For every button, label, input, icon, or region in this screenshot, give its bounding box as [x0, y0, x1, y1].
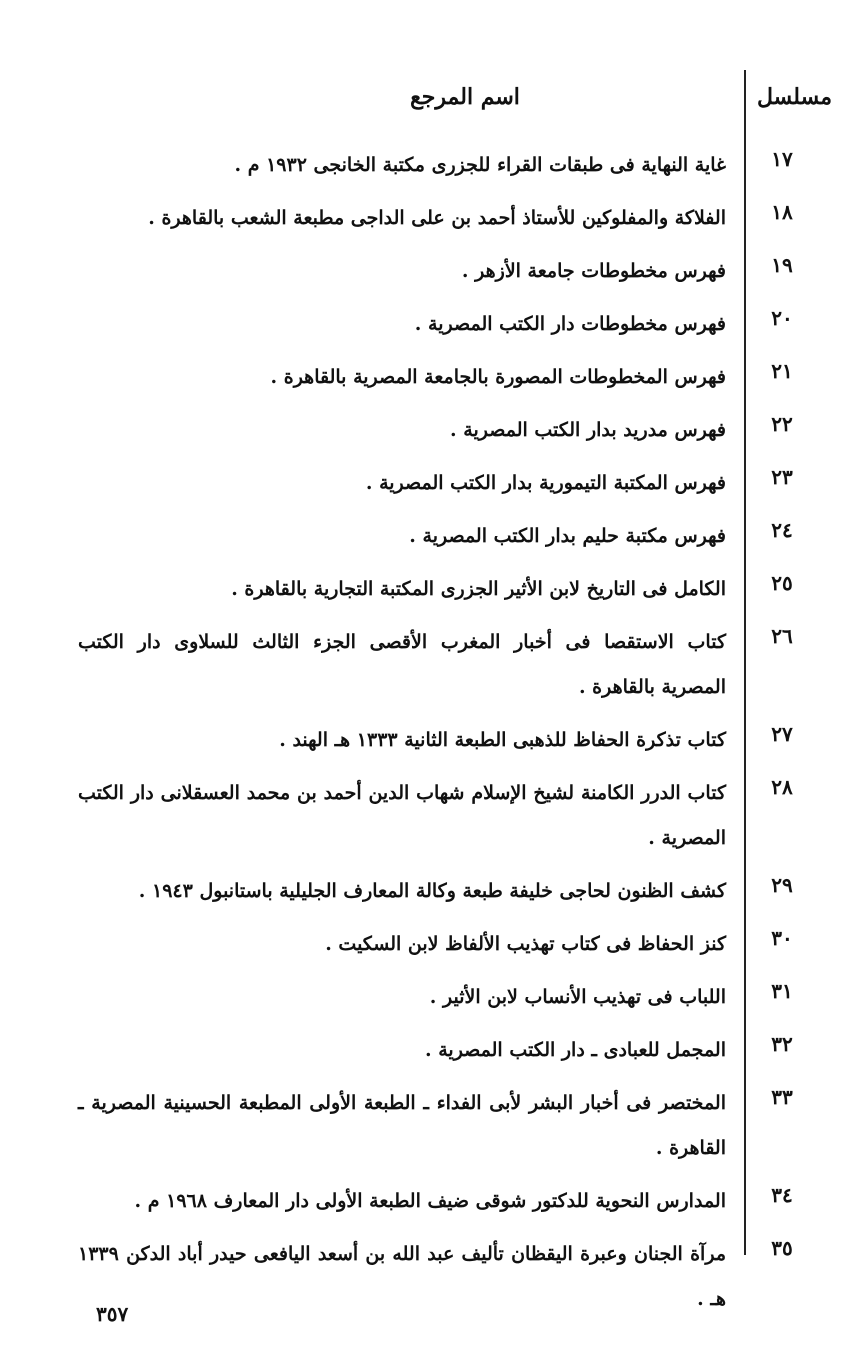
- entry-text: فهرس المخطوطات المصورة بالجامعة المصرية بالقاهرة .: [270, 366, 726, 388]
- entry-number: ٣٠: [771, 926, 793, 950]
- reference-entry: [0, 1028, 849, 1073]
- entry-text: اللباب فى تهذيب الأنساب لابن الأثير .: [429, 986, 726, 1008]
- page-number: ٣٥٧: [96, 1302, 129, 1326]
- entry-number: ٣٤: [771, 1183, 793, 1207]
- reference-entry: [0, 196, 849, 241]
- entry-number: ٢٨: [771, 775, 793, 799]
- entry-number: ٢٣: [771, 465, 793, 489]
- entry-text: كتاب تذكرة الحفاظ للذهبى الطبعة الثانية ١٣٣٣ هـ الهند .: [279, 729, 726, 751]
- entry-text: مرآة الجنان وعبرة اليقظان تأليف عبد الله بن أسعد اليافعى حيدر أباد الدكن ١٣٣٩ هـ .: [78, 1243, 726, 1310]
- reference-entry: [0, 620, 849, 710]
- reference-entry: [0, 461, 849, 506]
- reference-entry: [0, 355, 849, 400]
- entry-text: فهرس مدريد بدار الكتب المصرية .: [450, 419, 726, 441]
- entry-number: ١٨: [771, 200, 793, 224]
- entry-text: الفلاكة والمفلوكين للأستاذ أحمد بن على الداجى مطبعة الشعب بالقاهرة .: [148, 207, 726, 229]
- reference-entry: [0, 249, 849, 294]
- entry-text: كنز الحفاظ فى كتاب تهذيب الألفاظ لابن السكيت .: [325, 933, 726, 955]
- reference-entry: [0, 975, 849, 1020]
- entry-text: الكامل فى التاريخ لابن الأثير الجزرى المكتبة التجارية بالقاهرة .: [231, 578, 726, 600]
- entry-number: ١٩: [771, 253, 793, 277]
- entry-number: ٢٥: [771, 571, 793, 595]
- entry-number: ٣٥: [771, 1236, 793, 1260]
- entry-number: ٢٠: [771, 306, 793, 330]
- entry-number: ٢٤: [771, 518, 793, 542]
- reference-entry: [0, 514, 849, 559]
- serial-column-header: مسلسل: [757, 84, 832, 110]
- reference-entry: [0, 1179, 849, 1224]
- entry-text: كشف الظنون لحاجى خليفة طبعة وكالة المعارف الجليلية باستانبول ١٩٤٣ .: [138, 880, 726, 902]
- reference-entry: [0, 869, 849, 914]
- reference-entry: [0, 143, 849, 188]
- entry-text: كتاب الدرر الكامنة لشيخ الإسلام شهاب الدين أحمد بن محمد العسقلانى دار الكتب المصرية .: [78, 782, 726, 849]
- entry-number: ٣٣: [771, 1085, 793, 1109]
- reference-entry: [0, 567, 849, 612]
- reference-column-header: اسم المرجع: [410, 84, 520, 110]
- entry-text: غاية النهاية فى طبقات القراء للجزرى مكتبة الخانجى ١٩٣٢ م .: [234, 154, 726, 176]
- entry-number: ٢٦: [771, 624, 793, 648]
- entry-number: ١٧: [771, 147, 793, 171]
- reference-entry: [0, 1081, 849, 1171]
- entry-text: فهرس مكتبة حليم بدار الكتب المصرية .: [409, 525, 726, 547]
- reference-entry: [0, 922, 849, 967]
- entry-number: ٣٢: [771, 1032, 793, 1056]
- entry-text: المجمل للعبادى ـ دار الكتب المصرية .: [424, 1039, 726, 1061]
- entry-number: ٢٩: [771, 873, 793, 897]
- reference-entry: [0, 408, 849, 453]
- entry-text: فهرس المكتبة التيمورية بدار الكتب المصرية .: [365, 472, 726, 494]
- entry-number: ٢٢: [771, 412, 793, 436]
- entry-text: فهرس مخطوطات دار الكتب المصرية .: [414, 313, 726, 335]
- entry-text: كتاب الاستقصا فى أخبار المغرب الأقصى الجزء الثالث للسلاوى دار الكتب المصرية بالقاهرة .: [78, 631, 726, 698]
- entry-text: المدارس النحوية للدكتور شوقى ضيف الطبعة الأولى دار المعارف ١٩٦٨ م .: [134, 1190, 726, 1212]
- reference-entry: [0, 302, 849, 347]
- entry-number: ٣١: [771, 979, 793, 1003]
- entry-text: فهرس مخطوطات جامعة الأزهر .: [461, 260, 726, 282]
- entry-number: ٢٧: [771, 722, 793, 746]
- entry-number: ٢١: [771, 359, 793, 383]
- entry-text: المختصر فى أخبار البشر لأبى الفداء ـ الطبعة الأولى المطبعة الحسينية المصرية ـ القاهرة .: [78, 1092, 726, 1159]
- reference-entry: [0, 718, 849, 763]
- reference-entry: [0, 771, 849, 861]
- reference-list: [0, 143, 849, 1330]
